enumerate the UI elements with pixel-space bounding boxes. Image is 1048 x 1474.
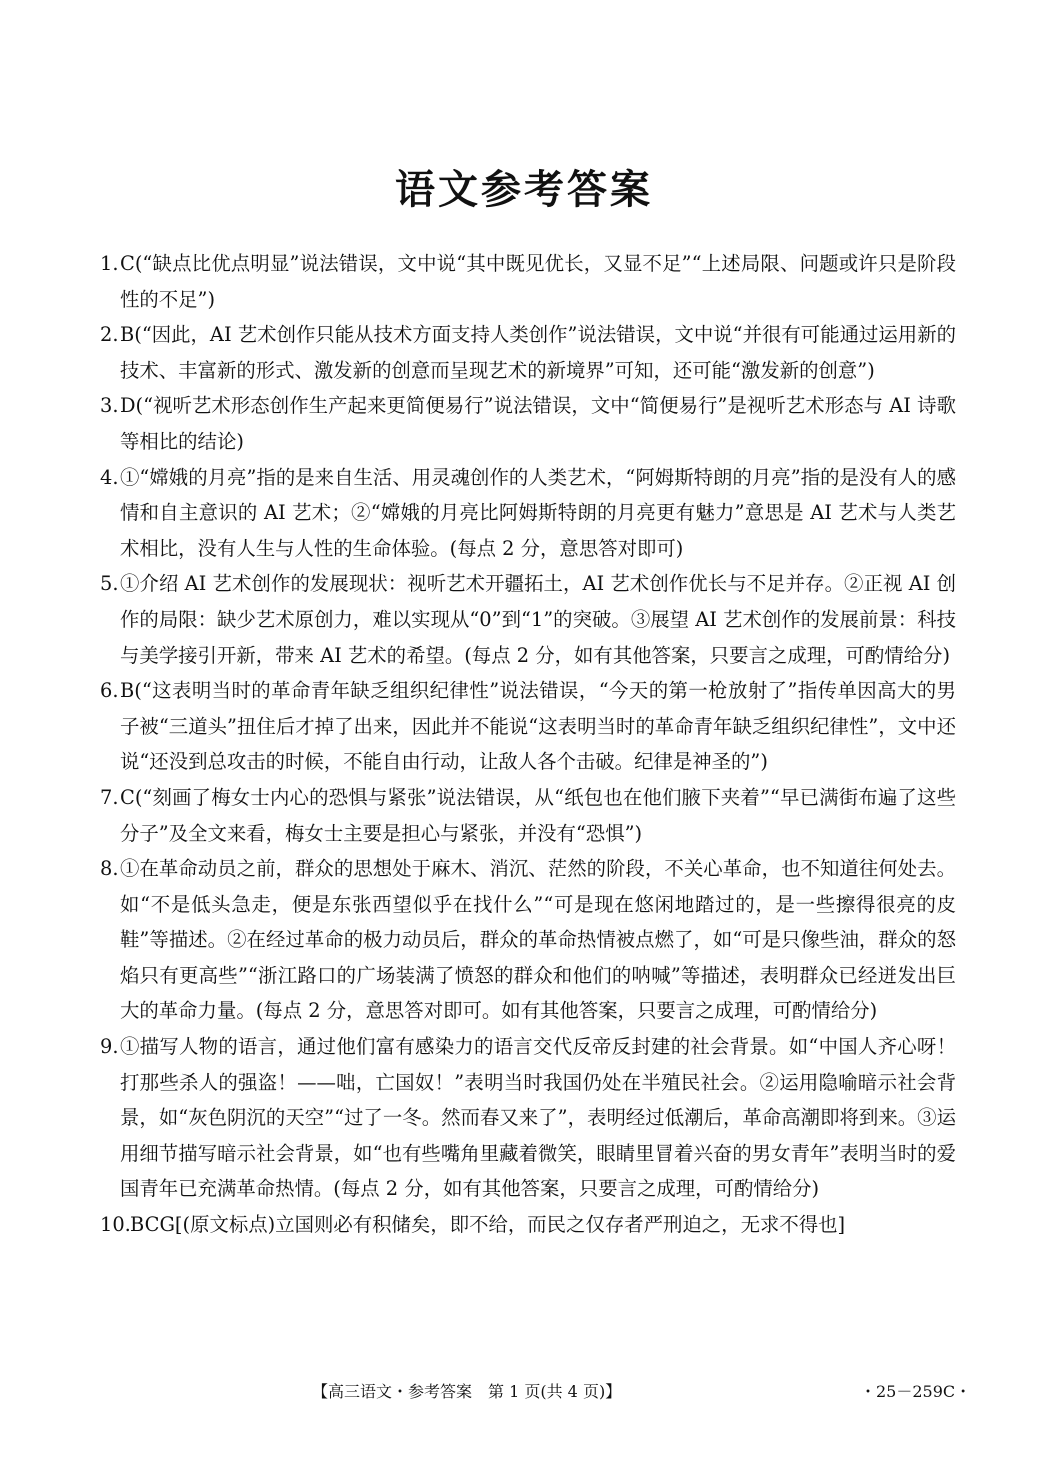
footer-exam-code: ・25－259C・: [860, 1382, 972, 1401]
answer-number: 9.: [100, 1035, 119, 1059]
answer-item: [100, 246, 956, 317]
answer-list: [100, 246, 956, 1243]
answer-text: ①在革命动员之前，群众的思想处于麻木、消沉、茫然的阶段，不关心革命，也不知道往何处去。如“不是低头急走，便是东张西望似乎在找什么”“可是现在悠闲地踏过的，是一些擦得很亮的皮鞋”等描述。②在经过革命的极力动员后，群众的革命热情被点燃了，如“可是只像些油，群众的怒焰只有更高些”“浙江路口的广场装满了愤怒的群众和他们的呐喊”等描述，表明群众已经迸发出巨大的革命力量。(每点 2 分，意思答对即可。如有其他答案，只要言之成理，可酌情给分): [120, 857, 956, 1023]
answer-item: [100, 1207, 956, 1243]
answer-number: 4.: [100, 465, 119, 489]
answer-text: ①介绍 AI 艺术创作的发展现状：视听艺术开疆拓土，AI 艺术创作优长与不足并存。②正视 AI 创作的局限：缺少艺术原创力，难以实现从“0”到“1”的突破。③展望 AI 艺术创作的发展前景：科技与美学接引开新，带来 AI 艺术的希望。(每点 2 分，如有其他答案，只要言之成理，可酌情给分): [120, 572, 956, 667]
answer-number: 8.: [100, 857, 119, 881]
answer-item: [100, 566, 956, 673]
answer-text: ①“嫦娥的月亮”指的是来自生活、用灵魂创作的人类艺术，“阿姆斯特朗的月亮”指的是没有人的感情和自主意识的 AI 艺术；②“嫦娥的月亮比阿姆斯特朗的月亮更有魅力”意思是 AI 艺术与人类艺术相比，没有人生与人性的生命体验。(每点 2 分，意思答对即可): [120, 465, 956, 560]
answer-text: D(“视听艺术形态创作生产起来更简便易行”说法错误，文中“简便易行”是视听艺术形态与 AI 诗歌等相比的结论): [120, 394, 956, 453]
answer-item: [100, 317, 956, 388]
answer-item: [100, 851, 956, 1029]
answer-item: [100, 460, 956, 567]
answer-text: BCG[(原文标点)立国则必有积储矣，即不给，而民之仅存者严刑迫之，无求不得也]: [130, 1213, 846, 1237]
answer-number: 2.: [100, 323, 119, 347]
answer-text: C(“缺点比优点明显”说法错误，文中说“其中既见优长，又显不足”“上述局限、问题或许只是阶段性的不足”): [120, 252, 956, 311]
answer-number: 5.: [100, 572, 119, 596]
footer-page-info: 【高三语文・参考答案 第 1 页(共 4 页)】: [312, 1382, 622, 1401]
answer-item: [100, 388, 956, 459]
answer-item: [100, 1029, 956, 1207]
answer-text: ①描写人物的语言，通过他们富有感染力的语言交代反帝反封建的社会背景。如“中国人齐心呀！打那些杀人的强盗！——咄，亡国奴！”表明当时我国仍处在半殖民社会。②运用隐喻暗示社会背景，如“灰色阴沉的天空”“过了一冬。然而春又来了”，表明经过低潮后，革命高潮即将到来。③运用细节描写暗示社会背景，如“也有些嘴角里藏着微笑，眼睛里冒着兴奋的男女青年”表明当时的爱国青年已充满革命热情。(每点 2 分，如有其他答案，只要言之成理，可酌情给分): [120, 1035, 956, 1201]
answer-number: 3.: [100, 394, 119, 418]
answer-text: B(“这表明当时的革命青年缺乏组织纪律性”说法错误，“今天的第一枪放射了”指传单因高大的男子被“三道头”扭住后才掉了出来，因此并不能说“这表明当时的革命青年缺乏组织纪律性”，文中还说“还没到总攻击的时候，不能自由行动，让敌人各个击破。纪律是神圣的”): [120, 679, 956, 774]
answer-text: B(“因此，AI 艺术创作只能从技术方面支持人类创作”说法错误，文中说“并很有可能通过运用新的技术、丰富新的形式、激发新的创意而呈现艺术的新境界”可知，还可能“激发新的创意”): [120, 323, 956, 382]
answer-item: [100, 780, 956, 851]
page-title: 语文参考答案: [395, 167, 653, 213]
answer-number: 1.: [100, 252, 119, 275]
answer-text: C(“刻画了梅女士内心的恐惧与紧张”说法错误，从“纸包也在他们腋下夹着”“早已满街布遍了这些分子”及全文来看，梅女士主要是担心与紧张，并没有“恐惧”): [120, 785, 956, 845]
answer-number: 6.: [100, 679, 119, 703]
answer-number: 10.: [100, 1213, 131, 1237]
answer-item: [100, 673, 956, 780]
answer-number: 7.: [100, 785, 119, 809]
